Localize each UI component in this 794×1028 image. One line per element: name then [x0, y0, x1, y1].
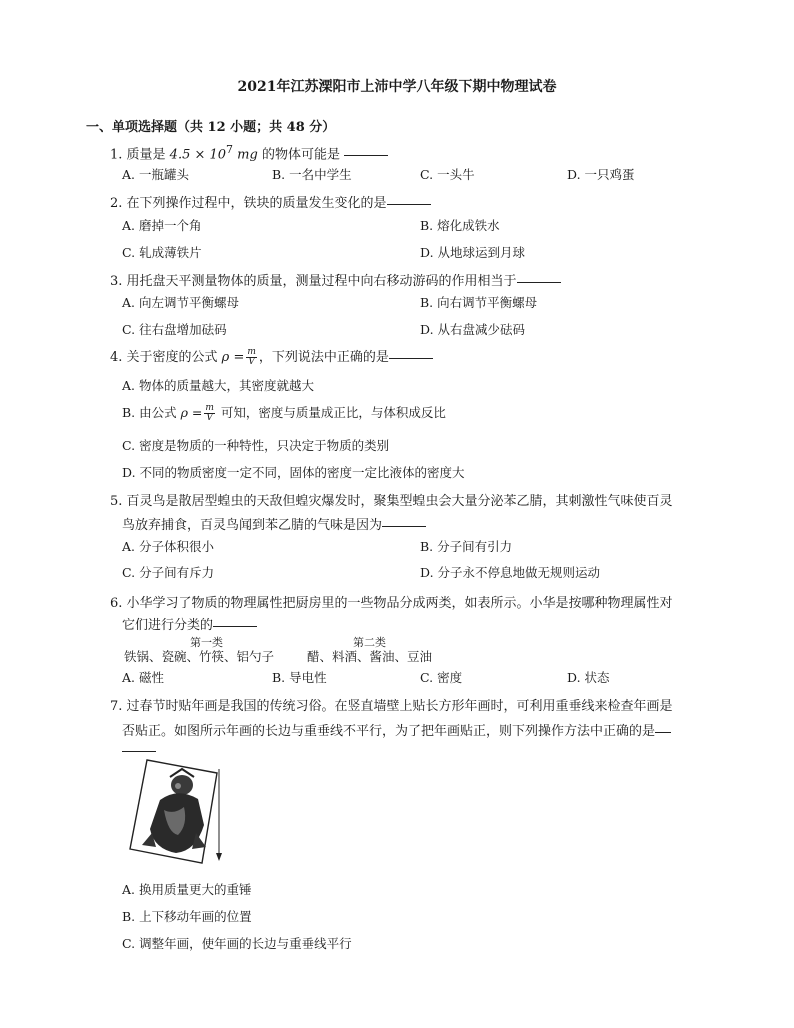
q2-stem: 2. 在下列操作过程中，铁块的质量发生变化的是: [110, 196, 387, 211]
q1-mass-exponent: 7: [226, 143, 234, 156]
q4-option-b-text-b: 可知，密度与质量成正比，与体积成反比: [216, 405, 446, 420]
q1-option-a[interactable]: A. 一瓶罐头: [122, 167, 189, 182]
answer-blank: [387, 203, 431, 205]
q1-mass-value: 4.5 × 10: [169, 147, 227, 163]
q1-option-d[interactable]: D. 一只鸡蛋: [567, 167, 635, 182]
q4-stem-a: 4. 关于密度的公式: [110, 350, 222, 365]
q3-option-c[interactable]: C. 往右盘增加砝码: [122, 322, 227, 337]
answer-blank-part1: [655, 731, 671, 733]
fraction-denominator: V: [248, 357, 255, 367]
q6-option-c[interactable]: C. 密度: [420, 670, 463, 685]
q1-mass-unit: mg: [233, 147, 258, 163]
section-heading: 一、单项选择题（共 12 小题；共 48 分）: [86, 120, 336, 135]
classification-table-head-1: 第一类: [190, 636, 223, 649]
q4-option-b[interactable]: [122, 403, 446, 423]
q5-option-b[interactable]: B. 分子间有引力: [420, 539, 513, 554]
q2-option-d[interactable]: D. 从地球运到月球: [420, 245, 526, 260]
q2-option-a[interactable]: A. 磨掉一个角: [122, 218, 202, 233]
page-title: 2021年江苏溧阳市上沛中学八年级下期中物理试卷: [237, 79, 557, 95]
q5-option-c[interactable]: C. 分子间有斥力: [122, 565, 215, 580]
classification-table-items-1: 铁锅、瓷碗、竹筷、铝勺子: [124, 649, 275, 664]
q7-option-b[interactable]: B. 上下移动年画的位置: [122, 909, 252, 924]
q5-option-d[interactable]: D. 分子永不停息地做无规则运动: [420, 565, 601, 580]
q1-stem-b: 的物体可能是: [257, 147, 340, 163]
answer-blank: [389, 357, 433, 359]
question-7-stem-line2: [122, 720, 671, 739]
q6-option-b[interactable]: B. 导电性: [272, 670, 327, 685]
question-3-stem: [110, 270, 561, 289]
classification-table-items-2: 醋、料酒、酱油、豆油: [307, 649, 433, 664]
density-formula-fraction: [204, 404, 215, 423]
q4-option-c[interactable]: C. 密度是物质的一种特性，只决定于物质的类别: [122, 438, 390, 453]
q1-option-c[interactable]: C. 一头牛: [420, 167, 475, 182]
question-2-stem: [110, 192, 431, 211]
q4-option-d[interactable]: D. 不同的物质密度一定不同，固体的密度一定比液体的密度大: [122, 465, 465, 480]
density-formula-fraction: [246, 348, 257, 367]
q6-option-a[interactable]: A. 磁性: [122, 670, 164, 685]
q4-stem-b: ，下列说法中正确的是: [258, 350, 389, 365]
question-6-stem-line2: [122, 614, 257, 633]
plumb-line: [216, 769, 222, 861]
q3-option-a[interactable]: A. 向左调节平衡螺母: [122, 295, 239, 310]
q5-stem-2: 鸟放弃捕食，百灵鸟闻到苯乙腈的气味是因为: [122, 518, 383, 533]
q4-option-b-text-a: B. 由公式: [122, 405, 181, 420]
question-7-stem-line1: 7. 过春节时贴年画是我国的传统习俗。在竖直墙壁上贴长方形年画时，可利用重垂线来检查年画是: [110, 699, 673, 714]
tilted-new-year-picture-illustration: [122, 755, 232, 870]
q6-stem-2: 它们进行分类的: [122, 618, 214, 633]
answer-blank-part2: [122, 750, 156, 752]
q7-option-a[interactable]: A. 换用质量更大的重锤: [122, 882, 252, 897]
classification-table-head-2: 第二类: [353, 636, 386, 649]
q2-option-c[interactable]: C. 轧成薄铁片: [122, 245, 202, 260]
q7-option-c[interactable]: C. 调整年画，使年画的长边与重垂线平行: [122, 936, 352, 951]
density-formula-lhs: ρ =: [221, 350, 245, 365]
q1-option-b[interactable]: B. 一名中学生: [272, 167, 352, 182]
q2-option-b[interactable]: B. 熔化成铁水: [420, 218, 500, 233]
density-formula-lhs: ρ =: [180, 405, 203, 420]
q3-stem: 3. 用托盘天平测量物体的质量，测量过程中向右移动游码的作用相当于: [110, 274, 517, 289]
q3-option-d[interactable]: D. 从右盘减少砝码: [420, 322, 526, 337]
q4-option-a[interactable]: A. 物体的质量越大，其密度就越大: [122, 378, 314, 393]
answer-blank: [213, 625, 257, 627]
fraction-numerator: m: [247, 347, 256, 357]
q6-option-d[interactable]: D. 状态: [567, 670, 610, 685]
fraction-denominator: V: [206, 413, 213, 423]
question-4-stem: [110, 346, 433, 367]
answer-blank: [517, 281, 561, 283]
fraction-numerator: m: [205, 403, 214, 413]
q3-option-b[interactable]: B. 向右调节平衡螺母: [420, 295, 538, 310]
answer-blank: [344, 154, 388, 156]
question-5-stem-line1: 5. 百灵鸟是散居型蝗虫的天敌但蝗灾爆发时，聚集型蝗虫会大量分泌苯乙腈，其刺激性气味使百灵: [110, 494, 673, 509]
q1-stem-a: 1. 质量是: [110, 147, 170, 163]
question-5-stem-line2: [122, 514, 426, 533]
q7-stem-2: 否贴正。如图所示年画的长边与重垂线不平行，为了把年画贴正，则下列操作方法中正确的是: [122, 724, 656, 739]
question-1-stem: [110, 143, 388, 162]
tilted-picture-frame: [130, 760, 217, 863]
answer-blank: [382, 525, 426, 527]
q5-option-a[interactable]: A. 分子体积很小: [122, 539, 214, 554]
question-6-stem-line1: 6. 小华学习了物质的物理属性把厨房里的一些物品分成两类，如表所示。小华是按哪种物理属性对: [110, 596, 673, 611]
